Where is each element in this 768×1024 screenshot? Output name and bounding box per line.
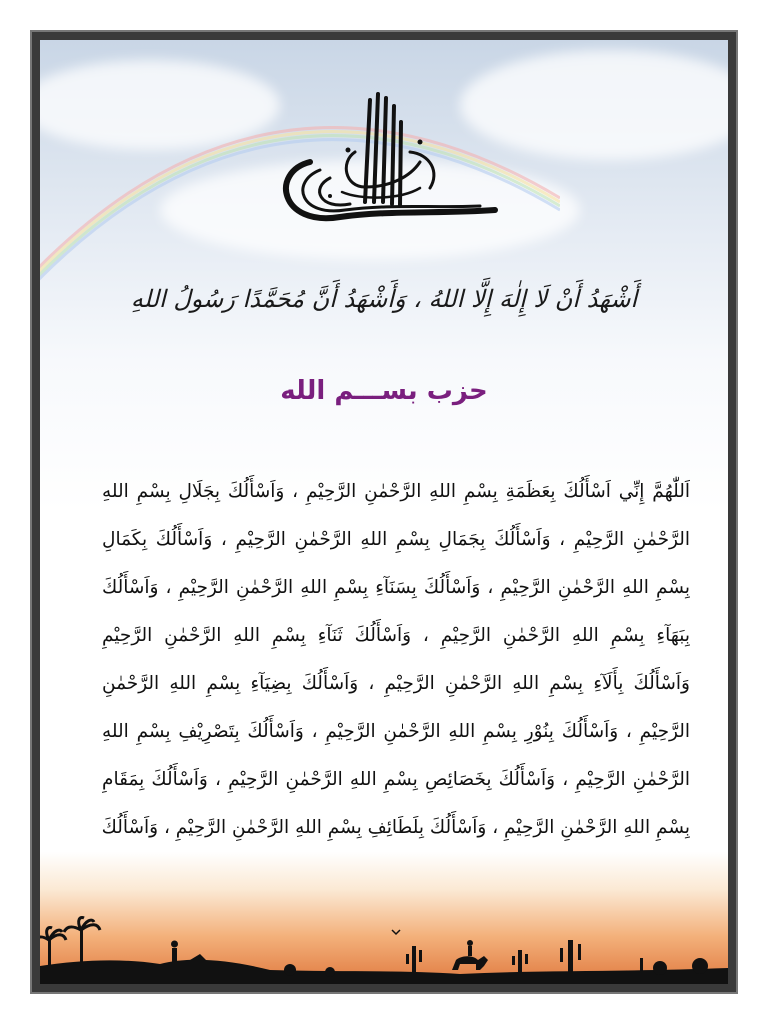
prayer-line: وَاَسْأَلُكَ بِأَلَآءِ بِسْمِ اللهِ الرَّحْمٰنِ الرَّحِيْمِ ، وَاَسْأَلُكَ بِضِيَآءِ بِسْمِ اللهِ الرَّحْمٰنِ [102, 673, 690, 694]
shahada-line: أَشْهَدُ أَنْ لَا إِلٰهَ إِلَّا اللهُ ، وَأَشْهَدُ أَنَّ مُحَمَّدًا رَسُولُ اللهِ [130, 285, 638, 313]
prayer-line: الرَّحْمٰنِ الرَّحِيْمِ ، وَاَسْأَلُكَ بِخَصَائِصِ بِسْمِ اللهِ الرَّحْمٰنِ الرَّحِيْمِ ، وَاَسْأَلُكَ بِمَقَامِ [102, 769, 690, 790]
prayer-line: اَللّٰهُمَّ إِنِّي اَسْأَلُكَ بِعَظَمَةِ بِسْمِ اللهِ الرَّحْمٰنِ الرَّحِيْمِ ، وَاَسْأَلُكَ بِجَلَالِ بِسْمِ اللهِ [102, 481, 690, 502]
prayer-line: بِسْمِ اللهِ الرَّحْمٰنِ الرَّحِيْمِ ، وَاَسْأَلُكَ بِلَطَائِفِ بِسْمِ اللهِ الرَّحْمٰنِ الرَّحِيْمِ ، وَاَسْأَلُكَ [102, 817, 690, 838]
prayer-line: الرَّحْمٰنِ الرَّحِيْمِ ، وَاَسْأَلُكَ بِجَمَالِ بِسْمِ اللهِ الرَّحْمٰنِ الرَّحِيْمِ ، وَاَسْأَلُكَ بِكَمَالِ [102, 529, 690, 550]
prayer-line: الرَّحِيْمِ ، وَاَسْأَلُكَ بِنُوْرِ بِسْمِ اللهِ الرَّحْمٰنِ الرَّحِيْمِ ، وَاَسْأَلُكَ بِتَصْرِيْفِ بِسْمِ اللهِ [102, 721, 690, 742]
desert-silhouette-icon [40, 900, 728, 984]
prayer-text [102, 468, 690, 852]
page-title: حزب بســـم الله [280, 376, 488, 406]
prayer-line: بِبَهَآءِ بِسْمِ اللهِ الرَّحْمٰنِ الرَّحِيْمِ ، وَاَسْأَلُكَ ثَنَآءِ بِسْمِ اللهِ الرَّحْمٰنِ الرَّحِيْمِ [102, 625, 690, 646]
document-page [40, 40, 728, 984]
bismillah-calligraphy-icon [270, 92, 500, 232]
prayer-line: بِسْمِ اللهِ الرَّحْمٰنِ الرَّحِيْمِ ، وَاَسْأَلُكَ بِسَنَآءِ بِسْمِ اللهِ الرَّحْمٰنِ الرَّحِيْمِ ، وَاَسْأَلُكَ [102, 577, 690, 598]
